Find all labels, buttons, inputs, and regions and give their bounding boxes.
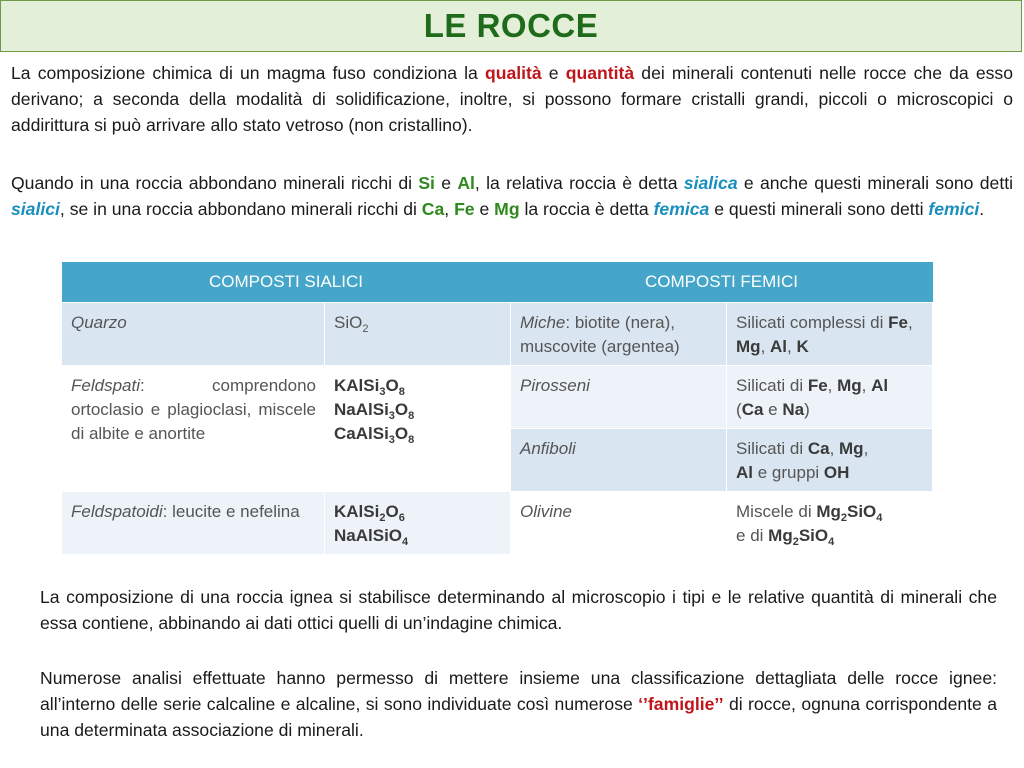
header-femic: COMPOSTI FEMICI xyxy=(511,262,933,303)
element-si: Si xyxy=(418,173,435,193)
mineral-desc: : comprendono ortoclasio e plagioclasi, miscele di albite e anortite xyxy=(71,376,316,443)
subscript: 3 xyxy=(379,386,386,398)
keyword-famiglie: ‘’famiglie’’ xyxy=(638,694,724,714)
title-bar xyxy=(0,0,1022,52)
subscript: 3 xyxy=(388,434,395,446)
text: , xyxy=(787,337,797,356)
term-femica: femica xyxy=(653,199,710,219)
keyword-quantita: quantità xyxy=(565,63,635,83)
element-mg: Mg xyxy=(839,439,864,458)
text: , xyxy=(760,337,771,356)
families-paragraph xyxy=(40,665,997,743)
text: e xyxy=(541,63,566,83)
table-row xyxy=(62,366,933,429)
formula-part: KAlSi xyxy=(334,376,380,395)
mineral-desc: : biotite (nera), muscovite (argentea) xyxy=(520,313,680,356)
text: , xyxy=(861,376,872,395)
formula-part: Mg xyxy=(816,502,841,521)
term-femici: femici xyxy=(928,199,980,219)
element-al: Al xyxy=(457,173,475,193)
subscript: 2 xyxy=(792,536,799,548)
formula-part: O xyxy=(394,400,409,419)
text: e anche questi minerali sono detti xyxy=(737,173,1014,193)
subscript: 2 xyxy=(840,512,847,524)
element-al: Al xyxy=(871,376,889,395)
subscript: 6 xyxy=(398,512,405,524)
element-k: K xyxy=(796,337,809,356)
mineral-desc: : leucite e nefelina xyxy=(162,502,300,521)
text: , se in una roccia abbondano minerali ricchi di xyxy=(59,199,422,219)
text: ( xyxy=(736,400,742,419)
mineral-name: Olivine xyxy=(520,502,572,521)
text: , la relativa roccia è detta xyxy=(474,173,684,193)
term-sialici: sialici xyxy=(11,199,60,219)
text: Silicati complessi di xyxy=(736,313,889,332)
formula-part: O xyxy=(394,424,409,443)
formula-caalsi3o8 xyxy=(334,422,502,446)
formula-part: SiO xyxy=(798,526,829,545)
formula-part: CaAlSi xyxy=(334,424,389,443)
element-fe: Fe xyxy=(807,376,828,395)
element-na: Na xyxy=(782,400,805,419)
formula-part: Mg xyxy=(768,526,793,545)
text: Silicati di xyxy=(736,439,808,458)
text: Numerose analisi effettuate hanno permesso di mettere insieme una classificazione dettagliata delle rocce ignee: all’interno delle serie calcaline e alcaline, si sono individuate così numerose xyxy=(40,668,997,714)
table-header-row xyxy=(62,262,933,303)
formula-part: NaAlSi xyxy=(334,400,389,419)
cell-feldspati xyxy=(62,366,325,492)
cell-feldspati-formula xyxy=(325,366,511,492)
text: La composizione chimica di un magma fuso condiziona la xyxy=(11,63,485,83)
formula-part: O xyxy=(385,376,399,395)
text: , xyxy=(827,376,838,395)
text: . xyxy=(979,199,985,219)
element-mg: Mg xyxy=(736,337,761,356)
header-sialic: COMPOSTI SIALICI xyxy=(62,262,511,303)
cell-anfiboli xyxy=(511,429,727,492)
text: Silicati di xyxy=(736,376,808,395)
element-ca: Ca xyxy=(741,400,764,419)
formula-kalsi3o8 xyxy=(334,374,502,398)
element-al: Al xyxy=(770,337,788,356)
formula-part: O xyxy=(385,502,399,521)
cell-feldspatoidi xyxy=(62,492,325,555)
text: di rocce, ognuna corrispondente a una determinata associazione di minerali. xyxy=(40,694,997,740)
cell-quarzo xyxy=(62,303,325,366)
text: ) xyxy=(804,400,810,419)
table-row xyxy=(62,303,933,366)
element-mg: Mg xyxy=(494,199,520,219)
formula-part: KAlSi xyxy=(334,502,380,521)
cell-pirosseni-formula xyxy=(727,366,933,429)
text: e xyxy=(763,400,783,419)
element-fe: Fe xyxy=(888,313,908,332)
formula-part: SiO xyxy=(334,313,363,332)
mineral-name: Feldspatoidi xyxy=(71,502,163,521)
mineral-name: Pirosseni xyxy=(520,376,590,395)
element-mg: Mg xyxy=(837,376,862,395)
subscript: 4 xyxy=(402,536,409,548)
compounds-table xyxy=(61,262,933,555)
text: , xyxy=(829,439,840,458)
subscript: 4 xyxy=(828,536,835,548)
text: e xyxy=(434,173,458,193)
mineral-name: Miche xyxy=(520,313,566,332)
subscript: 8 xyxy=(398,386,405,398)
element-fe: Fe xyxy=(454,199,475,219)
subscript: 8 xyxy=(408,434,415,446)
text: e di xyxy=(736,526,769,545)
mineral-name: Anfiboli xyxy=(520,439,576,458)
text: , xyxy=(444,199,455,219)
subscript: 2 xyxy=(362,323,369,335)
cell-olivine xyxy=(511,492,727,555)
text: e gruppi xyxy=(753,463,824,482)
table-row xyxy=(62,492,933,555)
text: , xyxy=(907,313,913,332)
element-al: Al xyxy=(736,463,754,482)
intro-paragraph xyxy=(11,60,1013,138)
group-oh: OH xyxy=(823,463,850,482)
formula-naalsio4 xyxy=(334,524,502,548)
text: e xyxy=(474,199,495,219)
cell-miche-formula xyxy=(727,303,933,366)
term-sialica: sialica xyxy=(683,173,738,193)
subscript: 2 xyxy=(379,512,386,524)
subscript: 3 xyxy=(388,410,395,422)
cell-feldspatoidi-formula xyxy=(325,492,511,555)
text: Miscele di xyxy=(736,502,817,521)
formula-mg2sio4 xyxy=(816,502,883,524)
cell-olivine-formula xyxy=(727,492,933,555)
formula-part: NaAlSiO xyxy=(334,526,403,545)
formula-mg2sio4 xyxy=(768,526,835,548)
text: Quando in una roccia abbondano minerali ricchi di xyxy=(11,173,419,193)
sialic-femic-paragraph xyxy=(11,170,1013,222)
cell-quarzo-formula xyxy=(325,303,511,366)
text: dei minerali contenuti nelle rocce che da esso derivano; a seconda della modalità di solidificazione, inoltre, si possono formare cristalli grandi, piccoli o microscopici o addirittura si può arrivare allo stato vetroso (non cristallino). xyxy=(11,63,1013,135)
formula-part: SiO xyxy=(847,502,877,521)
text: e questi minerali sono detti xyxy=(709,199,929,219)
formula-kalsi2o6 xyxy=(334,500,502,524)
cell-miche xyxy=(511,303,727,366)
text: la roccia è detta xyxy=(519,199,654,219)
cell-anfiboli-formula xyxy=(727,429,933,492)
text: , xyxy=(863,439,869,458)
subscript: 4 xyxy=(876,512,883,524)
keyword-qualita: qualità xyxy=(484,63,542,83)
formula-naalsi3o8 xyxy=(334,398,502,422)
subscript: 8 xyxy=(408,410,415,422)
element-ca: Ca xyxy=(807,439,830,458)
page-title: LE ROCCE xyxy=(423,7,599,44)
mineral-name: Quarzo xyxy=(71,313,127,332)
cell-pirosseni xyxy=(511,366,727,429)
microscope-paragraph: La composizione di una roccia ignea si stabilisce determinando al microscopio i tipi e le relative quantità di minerali che essa contiene, abbinando ai dati ottici quelli di un’indagine chimica. xyxy=(40,587,997,633)
mineral-name: Feldspati xyxy=(71,376,140,395)
element-ca: Ca xyxy=(421,199,445,219)
